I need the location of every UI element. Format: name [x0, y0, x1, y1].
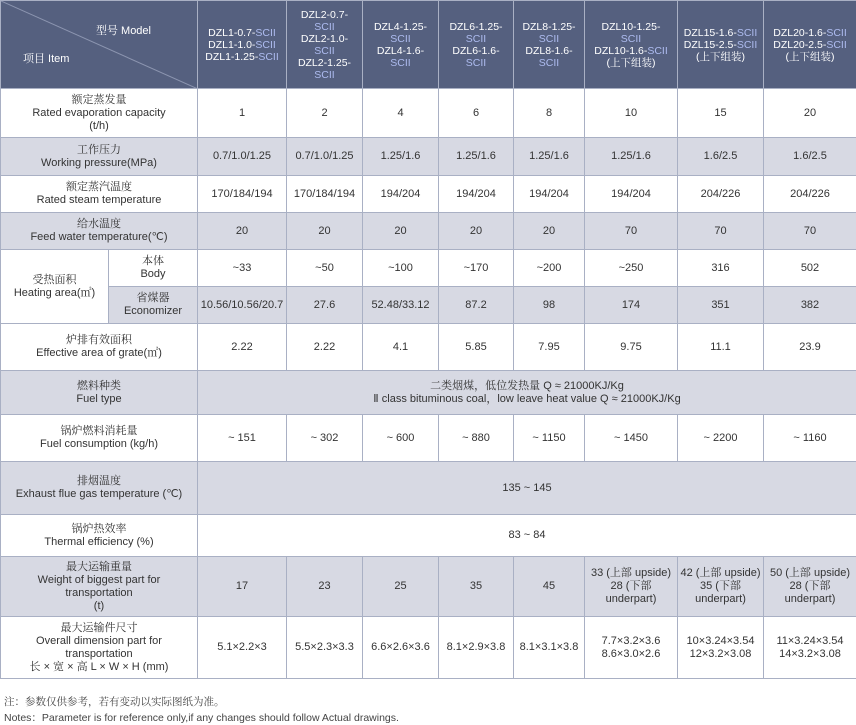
- model-name-line: DZL8-1.6-: [516, 45, 582, 57]
- cell-line: 5.1×2.2×3: [200, 641, 284, 654]
- row-transport-weight: [1, 557, 856, 617]
- row-label: 最大运输重量 Weight of biggest part for transportation (t): [1, 557, 198, 617]
- model-name-line: DZL2-0.7-: [289, 9, 360, 21]
- value-cell: 5.85: [439, 324, 514, 371]
- row-label: 锅炉燃料消耗量 Fuel consumption (kg/h): [1, 415, 198, 462]
- dimension-cell: [678, 617, 764, 679]
- value-cell: 1.25/1.6: [514, 138, 585, 176]
- value-cell: 170/184/194: [287, 176, 363, 213]
- value-cell: 204/226: [764, 176, 856, 213]
- cell-line: 8.1×3.1×3.8: [516, 641, 582, 654]
- dimension-cell: [198, 617, 287, 679]
- row-label-heating-area: 受热面积 Heating area(㎡): [1, 250, 109, 324]
- merged-value-cell: 135 ~ 145: [198, 462, 856, 515]
- cell-line: 7.7×3.2×3.6: [587, 635, 675, 648]
- fuel-type-cn: 二类烟煤，低位发热量 Q ≈ 21000KJ/Kg: [200, 380, 854, 393]
- value-cell: 174: [585, 287, 678, 324]
- value-cell: 10.56/10.56/20.7: [198, 287, 287, 324]
- value-cell: 23.9: [764, 324, 856, 371]
- value-cell: 502: [764, 250, 856, 287]
- value-cell: 2: [287, 89, 363, 138]
- row-fuel-type: [1, 371, 856, 415]
- row-label: 排烟温度 Exhaust flue gas temperature (℃): [1, 462, 198, 515]
- note-en: Notes：Parameter is for reference only,if any changes should follow Actual drawings.: [4, 710, 399, 725]
- row-transport-dimension: [1, 617, 856, 679]
- model-name-line: DZL4-1.25-: [365, 21, 436, 33]
- value-cell: 6: [439, 89, 514, 138]
- row-thermal-efficiency: [1, 515, 856, 557]
- cell-line: 14×3.2×3.08: [766, 648, 854, 661]
- value-cell: 194/204: [585, 176, 678, 213]
- model-column-header: [198, 1, 287, 89]
- model-column-header: [363, 1, 439, 89]
- cell-line: 23: [289, 580, 360, 593]
- cell-line: underpart): [766, 593, 854, 606]
- cell-line: 8.1×2.9×3.8: [441, 641, 511, 654]
- model-name-line: DZL2-1.25-: [289, 57, 360, 69]
- model-name-line: DZL6-1.6-: [441, 45, 511, 57]
- cell-line: 12×3.2×3.08: [680, 648, 761, 661]
- merged-value-cell: [198, 371, 856, 415]
- item-label: 项目 Item: [23, 53, 69, 65]
- row-grate-area: [1, 324, 856, 371]
- value-cell: 27.6: [287, 287, 363, 324]
- value-cell: 70: [585, 213, 678, 250]
- value-cell: 4.1: [363, 324, 439, 371]
- cell-line: 35 (下部: [680, 580, 761, 593]
- dimension-cell: [363, 617, 439, 679]
- cell-line: 50 (上部 upside): [766, 567, 854, 580]
- cell-line: 5.5×2.3×3.3: [289, 641, 360, 654]
- model-column-header: [287, 1, 363, 89]
- dimension-cell: [585, 617, 678, 679]
- note-cn: 注：参数仅供参考，若有变动以实际图纸为准。: [4, 694, 225, 709]
- merged-value-cell: 83 ~ 84: [198, 515, 856, 557]
- value-cell: 7.95: [514, 324, 585, 371]
- diagonal-divider: [1, 1, 198, 89]
- value-cell: 87.2: [439, 287, 514, 324]
- value-cell: ~ 1450: [585, 415, 678, 462]
- value-cell: ~100: [363, 250, 439, 287]
- row-label: 燃料种类 Fuel type: [1, 371, 198, 415]
- value-cell: ~ 151: [198, 415, 287, 462]
- model-name-line: (上下组装): [587, 57, 675, 69]
- value-cell: 2.22: [287, 324, 363, 371]
- fuel-type-en: Ⅱ class bituminous coal，low leave heat value Q ≈ 21000KJ/Kg: [200, 393, 854, 406]
- model-name-line: DZL15-2.5-SCII: [680, 39, 761, 51]
- model-name-line: DZL10-1.25-: [587, 21, 675, 33]
- cell-line: 28 (下部: [587, 580, 675, 593]
- value-cell: 4: [363, 89, 439, 138]
- value-cell: 0.7/1.0/1.25: [287, 138, 363, 176]
- row-label: 额定蒸汽温度 Rated steam temperature: [1, 176, 198, 213]
- value-cell: 351: [678, 287, 764, 324]
- value-cell: ~200: [514, 250, 585, 287]
- value-cell: ~50: [287, 250, 363, 287]
- row-evaporation: [1, 89, 856, 138]
- value-cell: 70: [764, 213, 856, 250]
- model-name-line: SCII: [441, 33, 511, 45]
- value-cell: ~ 1160: [764, 415, 856, 462]
- cell-line: 45: [516, 580, 582, 593]
- model-name-line: DZL1-1.0-SCII: [200, 39, 284, 51]
- value-cell: 194/204: [363, 176, 439, 213]
- weight-cell: [678, 557, 764, 617]
- model-column-header: [678, 1, 764, 89]
- weight-cell: [514, 557, 585, 617]
- model-column-header: [439, 1, 514, 89]
- model-column-header: [585, 1, 678, 89]
- model-name-line: DZL6-1.25-: [441, 21, 511, 33]
- cell-line: 33 (上部 upside): [587, 567, 675, 580]
- model-name-line: DZL1-0.7-SCII: [200, 27, 284, 39]
- value-cell: 15: [678, 89, 764, 138]
- weight-cell: [585, 557, 678, 617]
- value-cell: 20: [287, 213, 363, 250]
- value-cell: 1.6/2.5: [764, 138, 856, 176]
- model-name-line: DZL4-1.6-: [365, 45, 436, 57]
- cell-line: 11×3.24×3.54: [766, 635, 854, 648]
- model-name-line: DZL8-1.25-: [516, 21, 582, 33]
- value-cell: ~ 1150: [514, 415, 585, 462]
- weight-cell: [363, 557, 439, 617]
- value-cell: 11.1: [678, 324, 764, 371]
- dimension-cell: [764, 617, 856, 679]
- value-cell: 20: [514, 213, 585, 250]
- row-label: 最大运输件尺寸 Overall dimension part for transportation 长 × 宽 × 高 L × W × H (mm): [1, 617, 198, 679]
- value-cell: 98: [514, 287, 585, 324]
- value-cell: 316: [678, 250, 764, 287]
- row-label: 锅炉热效率 Thermal efficiency (%): [1, 515, 198, 557]
- row-pressure: [1, 138, 856, 176]
- value-cell: 10: [585, 89, 678, 138]
- row-steam-temperature: [1, 176, 856, 213]
- header-row: [1, 1, 856, 89]
- row-label: 工作压力 Working pressure(MPa): [1, 138, 198, 176]
- value-cell: 9.75: [585, 324, 678, 371]
- value-cell: 204/226: [678, 176, 764, 213]
- weight-cell: [198, 557, 287, 617]
- value-cell: 70: [678, 213, 764, 250]
- value-cell: 194/204: [514, 176, 585, 213]
- model-name-line: SCII: [289, 69, 360, 81]
- value-cell: 1.25/1.6: [585, 138, 678, 176]
- row-heating-economizer: [1, 287, 856, 324]
- value-cell: 1.25/1.6: [363, 138, 439, 176]
- value-cell: 8: [514, 89, 585, 138]
- dimension-cell: [287, 617, 363, 679]
- row-label: 炉排有效面积 Effective area of grate(㎡): [1, 324, 198, 371]
- value-cell: 20: [198, 213, 287, 250]
- cell-line: underpart): [587, 593, 675, 606]
- value-cell: ~ 302: [287, 415, 363, 462]
- cell-line: underpart): [680, 593, 761, 606]
- value-cell: ~ 2200: [678, 415, 764, 462]
- model-name-line: SCII: [516, 33, 582, 45]
- value-cell: 20: [439, 213, 514, 250]
- sub-label-economizer: 省煤器 Economizer: [109, 287, 198, 324]
- row-exhaust-temperature: [1, 462, 856, 515]
- model-name-line: DZL1-1.25-SCII: [200, 51, 284, 63]
- model-name-line: DZL20-1.6-SCII: [766, 27, 854, 39]
- model-name-line: DZL2-1.0-: [289, 33, 360, 45]
- model-name-line: SCII: [289, 21, 360, 33]
- value-cell: 194/204: [439, 176, 514, 213]
- value-cell: ~33: [198, 250, 287, 287]
- row-heating-body: [1, 250, 856, 287]
- model-name-line: DZL15-1.6-SCII: [680, 27, 761, 39]
- weight-cell: [764, 557, 856, 617]
- model-name-line: (上下组装): [766, 51, 854, 63]
- value-cell: 0.7/1.0/1.25: [198, 138, 287, 176]
- header-corner-cell: [1, 1, 198, 89]
- cell-line: 28 (下部: [766, 580, 854, 593]
- model-name-line: SCII: [365, 33, 436, 45]
- model-column-header: [514, 1, 585, 89]
- sub-label-body: 本体 Body: [109, 250, 198, 287]
- model-name-line: SCII: [289, 45, 360, 57]
- model-name-line: SCII: [587, 33, 675, 45]
- dimension-cell: [514, 617, 585, 679]
- value-cell: 2.22: [198, 324, 287, 371]
- model-name-line: DZL10-1.6-SCII: [587, 45, 675, 57]
- model-column-header: [764, 1, 856, 89]
- row-label: 给水温度 Feed water temperature(℃): [1, 213, 198, 250]
- value-cell: 170/184/194: [198, 176, 287, 213]
- cell-line: 35: [441, 580, 511, 593]
- weight-cell: [287, 557, 363, 617]
- row-label: 额定蒸发量 Rated evaporation capacity (t/h): [1, 89, 198, 138]
- model-name-line: SCII: [441, 57, 511, 69]
- value-cell: ~ 880: [439, 415, 514, 462]
- cell-line: 8.6×3.0×2.6: [587, 648, 675, 661]
- model-label: 型号 Model: [96, 25, 151, 37]
- value-cell: 20: [363, 213, 439, 250]
- value-cell: 1: [198, 89, 287, 138]
- model-name-line: (上下组装): [680, 51, 761, 63]
- model-name-line: SCII: [516, 57, 582, 69]
- cell-line: 17: [200, 580, 284, 593]
- value-cell: 20: [764, 89, 856, 138]
- value-cell: 1.6/2.5: [678, 138, 764, 176]
- value-cell: ~ 600: [363, 415, 439, 462]
- value-cell: ~170: [439, 250, 514, 287]
- row-feed-water-temperature: [1, 213, 856, 250]
- cell-line: 6.6×2.6×3.6: [365, 641, 436, 654]
- cell-line: 42 (上部 upside): [680, 567, 761, 580]
- weight-cell: [439, 557, 514, 617]
- row-fuel-consumption: [1, 415, 856, 462]
- value-cell: 382: [764, 287, 856, 324]
- value-cell: ~250: [585, 250, 678, 287]
- value-cell: 52.48/33.12: [363, 287, 439, 324]
- dimension-cell: [439, 617, 514, 679]
- model-name-line: SCII: [365, 57, 436, 69]
- model-name-line: DZL20-2.5-SCII: [766, 39, 854, 51]
- cell-line: 25: [365, 580, 436, 593]
- cell-line: 10×3.24×3.54: [680, 635, 761, 648]
- value-cell: 1.25/1.6: [439, 138, 514, 176]
